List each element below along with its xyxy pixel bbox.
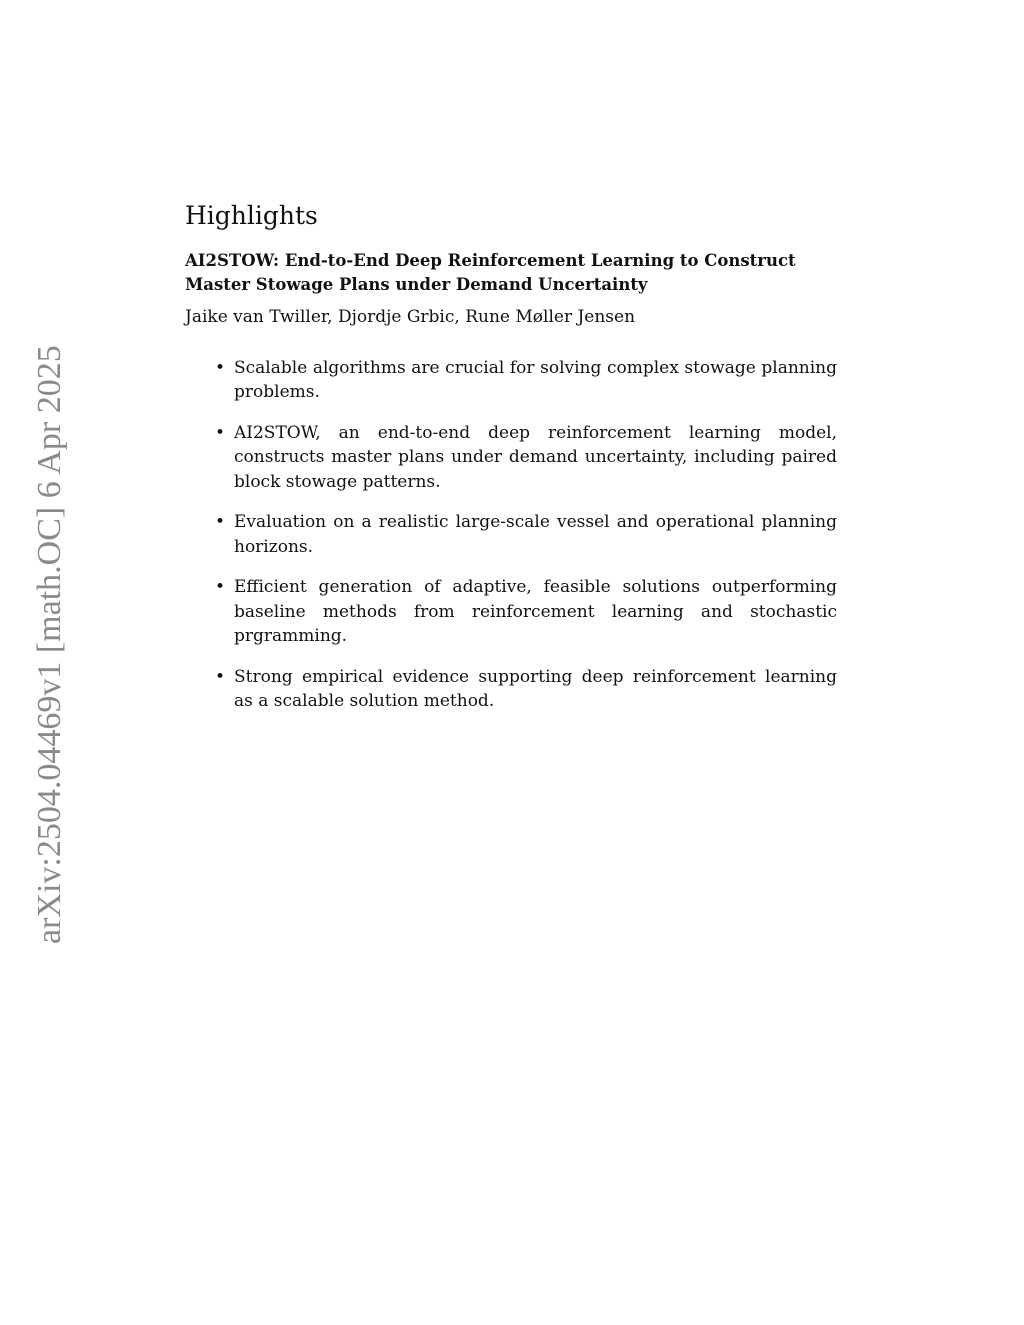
highlight-text: AI2STOW, an end-to-end deep reinforcement learning model, constructs master plans under demand uncertainty, including paired block stowage patterns.	[234, 422, 837, 492]
highlight-item	[185, 510, 855, 559]
highlight-item	[185, 575, 855, 649]
highlights-list	[185, 356, 855, 714]
highlight-text: Efficient generation of adaptive, feasible solutions outperforming baseline methods from reinforcement learning and stochastic prgramming.	[234, 577, 837, 646]
bullet-icon: •	[215, 512, 226, 532]
highlight-text: Strong empirical evidence supporting deep reinforcement learning as a scalable solution method.	[234, 666, 837, 711]
bullet-icon: •	[215, 577, 226, 597]
highlight-item	[185, 421, 855, 495]
paper-title: AI2STOW: End-to-End Deep Reinforcement Learning to Construct Master Stowage Plans under Demand Uncertainty	[185, 250, 796, 294]
highlight-item	[185, 356, 855, 405]
highlight-text: Scalable algorithms are crucial for solving complex stowage planning problems.	[234, 357, 837, 402]
highlight-item	[185, 665, 855, 714]
highlights-page	[185, 200, 855, 730]
arxiv-identifier-stamp: arXiv:2504.04469v1 [math.OC] 6 Apr 2025	[31, 345, 68, 944]
author-list: Jaike van Twiller, Djordje Grbic, Rune Møller Jensen	[185, 306, 636, 327]
highlight-text: Evaluation on a realistic large-scale vessel and operational planning horizons.	[234, 512, 837, 557]
bullet-icon: •	[215, 357, 226, 378]
bullet-icon: •	[215, 422, 226, 443]
bullet-icon: •	[215, 666, 226, 687]
page-heading: Highlights	[185, 201, 318, 230]
